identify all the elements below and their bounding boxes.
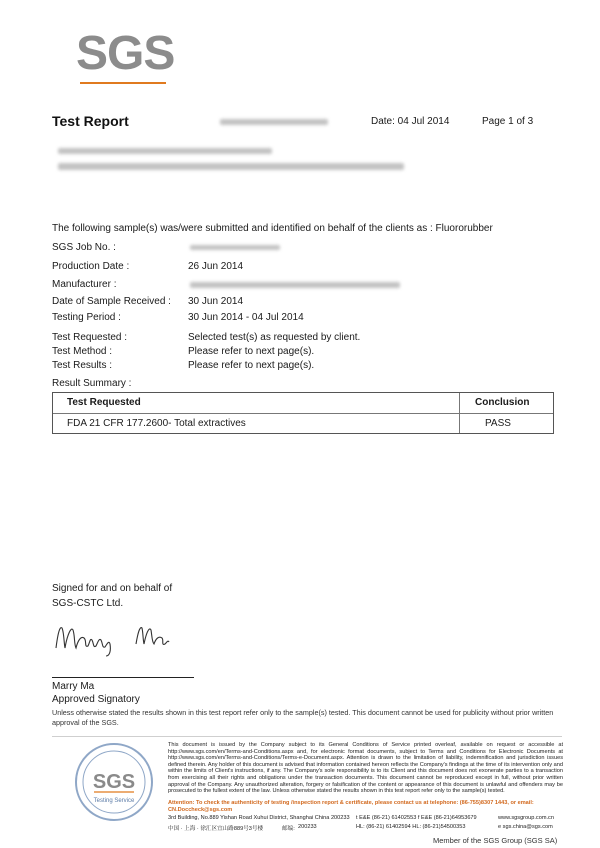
production-date-label: Production Date : bbox=[52, 261, 130, 272]
sgs-logo bbox=[76, 26, 175, 92]
sgs-group-member: Member of the SGS Group (SGS SA) bbox=[433, 836, 558, 845]
redacted-client-name bbox=[58, 148, 272, 154]
postcode-value: 200233 bbox=[298, 824, 317, 830]
sgs-testing-seal bbox=[58, 740, 170, 824]
website-link[interactable]: www.sgsgroup.com.cn bbox=[498, 815, 554, 821]
column-header-conclusion: Conclusion bbox=[475, 397, 530, 408]
test-requested-label: Test Requested : bbox=[52, 332, 128, 343]
table-header-row bbox=[53, 393, 553, 414]
sample-received-label: Date of Sample Received : bbox=[52, 296, 171, 307]
handwritten-signature bbox=[54, 618, 174, 658]
logo-underline bbox=[80, 82, 166, 84]
result-summary-label: Result Summary : bbox=[52, 378, 132, 389]
sample-received-value: 30 Jun 2014 bbox=[188, 296, 244, 307]
result-summary-table bbox=[52, 392, 554, 434]
redacted-report-number bbox=[220, 119, 328, 125]
production-date-value: 26 Jun 2014 bbox=[188, 261, 244, 272]
redacted-manufacturer bbox=[190, 282, 400, 288]
signer-name: Marry Ma bbox=[52, 681, 95, 692]
testing-period-label: Testing Period : bbox=[52, 312, 121, 323]
publicity-disclaimer: Unless otherwise stated the results shown in this test report refer only to the sample(s) tested. This document cannot be used for publicity without prior written approval of the SGS. bbox=[52, 708, 554, 727]
seal-subtitle: Testing Service bbox=[93, 798, 135, 804]
redacted-job-no bbox=[190, 245, 280, 250]
signer-title: Approved Signatory bbox=[52, 694, 140, 705]
signature-line bbox=[52, 677, 194, 678]
intro-statement: The following sample(s) was/were submitted and identified on behalf of the clients as : Fluororubber bbox=[52, 223, 493, 234]
table-cell-test: FDA 21 CFR 177.2600- Total extractives bbox=[67, 418, 246, 429]
test-method-value: Please refer to next page(s). bbox=[188, 346, 315, 357]
page-number: Page 1 of 3 bbox=[482, 116, 534, 127]
column-header-test: Test Requested bbox=[67, 397, 141, 408]
legal-terms: This document is issued by the Company subject to its General Conditions of Service printed overleaf, available on request or accessible at http://www.sgs.com/en/Terms-and-Conditions.aspx and, for electronic format documents, subject to Terms and Conditions for Electronic Documents at http://www.sgs.com/en/Terms-and-Conditions/Terms-e-Document.aspx. Attention is drawn to the limitation of liability, indemnification and jurisdiction issues defined therein. Any holder of this document is advised that information contained hereon reflects the Company's findings at the time of its intervention only and within the limits of Client's instructions, if any. The Company's sole responsibility is to its Client and this document does not exonerate parties to a transaction from exercising all their rights and obligations under the transaction documents. This document cannot be reproduced except in full, without prior written approval of the Company. Any unauthorized alteration, forgery or falsification of the content or appearance of this document is unlawful and offenders may be prosecuted to the fullest extent of the law. Unless otherwise stated the results shown in this test report refer only to the sample(s) tested. bbox=[168, 742, 563, 795]
table-cell-conclusion: PASS bbox=[485, 418, 511, 429]
testing-period-value: 30 Jun 2014 - 04 Jul 2014 bbox=[188, 312, 304, 323]
test-requested-value: Selected test(s) as requested by client. bbox=[188, 332, 361, 343]
test-results-value: Please refer to next page(s). bbox=[188, 360, 315, 371]
report-header bbox=[52, 113, 562, 131]
postcode-label: 邮编: bbox=[282, 826, 295, 832]
job-no-label: SGS Job No. : bbox=[52, 242, 116, 253]
report-date: Date: 04 Jul 2014 bbox=[371, 116, 450, 127]
test-results-label: Test Results : bbox=[52, 360, 113, 371]
authenticity-attention: Attention: To check the authenticity of testing /inspection report & certificate, please contact us at telephone: (86-755)8307 1443, or email: CN.Doccheck@sgs.com bbox=[168, 800, 534, 813]
email-link[interactable]: e sgs.china@sgs.com bbox=[498, 824, 553, 830]
address-chinese: 中国 · 上海 · 徐汇区宜山路889号3号楼 bbox=[168, 826, 264, 832]
redacted-client-address bbox=[58, 163, 404, 170]
signed-for-text: Signed for and on behalf of bbox=[52, 583, 173, 594]
phone-chinese: HL: (86-21) 61402594 HL: (86-21)54500353 bbox=[356, 824, 466, 830]
manufacturer-label: Manufacturer : bbox=[52, 279, 117, 290]
report-title: Test Report bbox=[52, 113, 129, 129]
signing-company: SGS-CSTC Ltd. bbox=[52, 598, 124, 609]
seal-logo-text: SGS bbox=[92, 771, 136, 793]
logo-text: SGS bbox=[76, 27, 175, 80]
test-method-label: Test Method : bbox=[52, 346, 113, 357]
phone-english: t E&E (86-21) 61402553 f E&E (86-21)64953679 bbox=[356, 815, 477, 821]
address-english: 3rd Building, No.889 Yishan Road Xuhui District, Shanghai China 200233 bbox=[168, 815, 350, 821]
footer-divider bbox=[52, 736, 562, 737]
table-column-divider bbox=[459, 393, 460, 433]
